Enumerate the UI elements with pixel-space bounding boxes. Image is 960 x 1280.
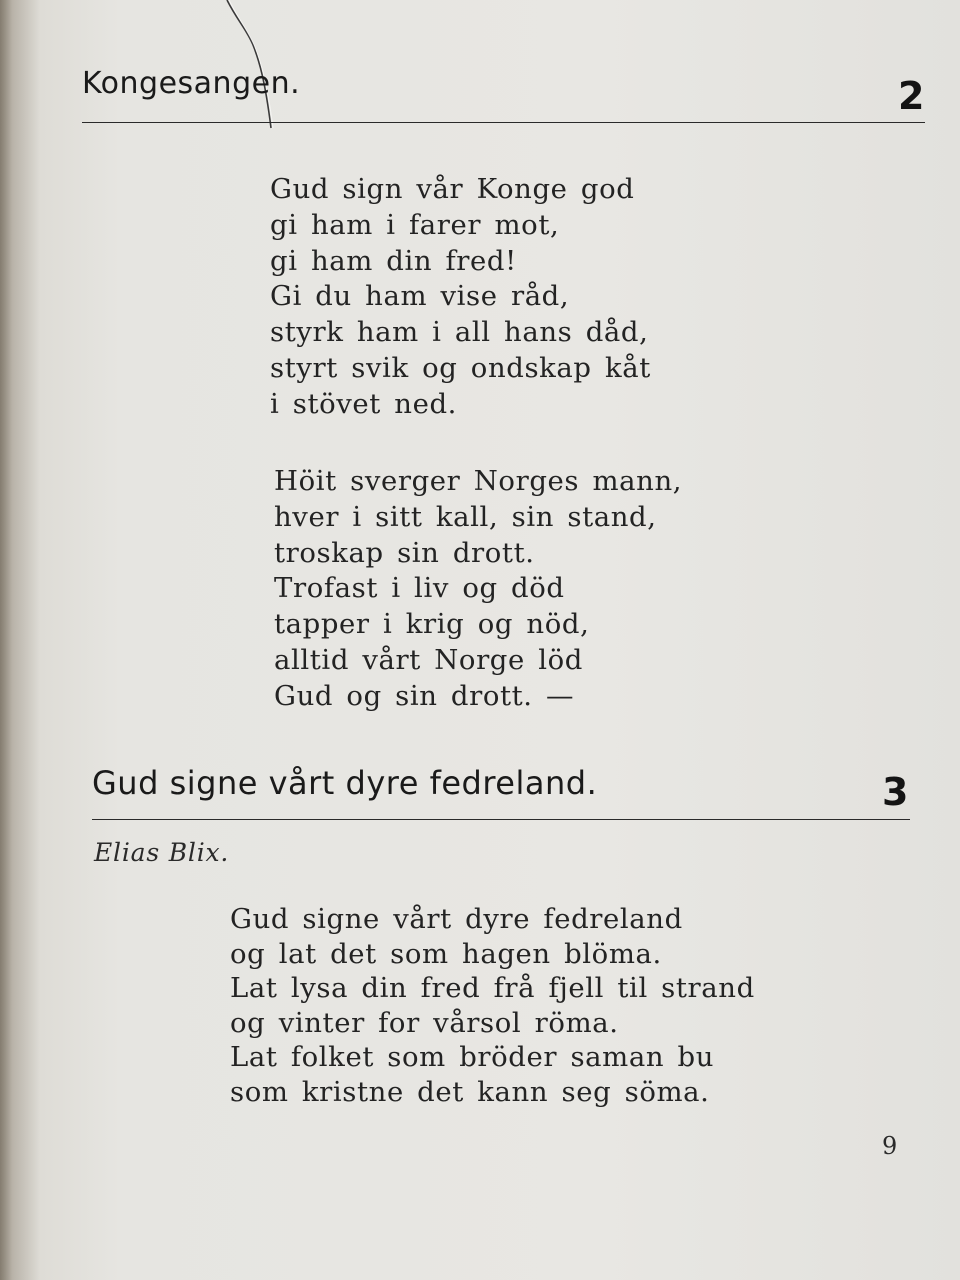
song-title: Kongesangen.: [82, 66, 301, 101]
verse-line: styrt svik og ondskap kåt: [270, 351, 651, 384]
verse-line: Gud og sin drott. —: [274, 679, 575, 712]
page-crease: [225, 0, 285, 130]
song-number: 2: [898, 74, 925, 118]
verse-line: hver i sitt kall, sin stand,: [274, 500, 657, 533]
verse-line: alltid vårt Norge löd: [274, 643, 583, 676]
song-author: Elias Blix.: [94, 838, 230, 867]
title-rule: [92, 819, 910, 820]
verse-line: gi ham din fred!: [270, 244, 517, 277]
verse-line: i stövet ned.: [270, 387, 457, 420]
verse-line: Lat folket som bröder saman bu: [230, 1041, 715, 1074]
song-number: 3: [882, 770, 909, 814]
song-title: Gud signe vårt dyre fedreland.: [92, 764, 598, 802]
verse-line: som kristne det kann seg söma.: [230, 1075, 710, 1108]
page-number: 9: [882, 1132, 898, 1160]
verse-line: og lat det som hagen blöma.: [230, 937, 662, 970]
binding-shadow: [0, 0, 40, 1280]
verse-line: gi ham i farer mot,: [270, 208, 560, 241]
verse-line: styrk ham i all hans dåd,: [270, 316, 649, 349]
verse-line: troskap sin drott.: [274, 536, 535, 569]
title-rule: [82, 122, 925, 123]
verse-line: Lat lysa din fred frå fjell til strand: [230, 972, 755, 1005]
verse-line: Trofast i liv og död: [274, 572, 565, 605]
stanza: [230, 902, 755, 1110]
verse-line: Gud sign vår Konge god: [270, 173, 635, 205]
verse-line: tapper i krig og nöd,: [274, 608, 590, 641]
stanza: [274, 464, 682, 715]
verse-line: og vinter for vårsol röma.: [230, 1006, 619, 1039]
verse-line: Gud signe vårt dyre fedreland: [230, 903, 683, 935]
stanza: [270, 172, 651, 423]
verse-line: Gi du ham vise råd,: [270, 280, 570, 313]
verse-line: Höit sverger Norges mann,: [274, 465, 683, 497]
